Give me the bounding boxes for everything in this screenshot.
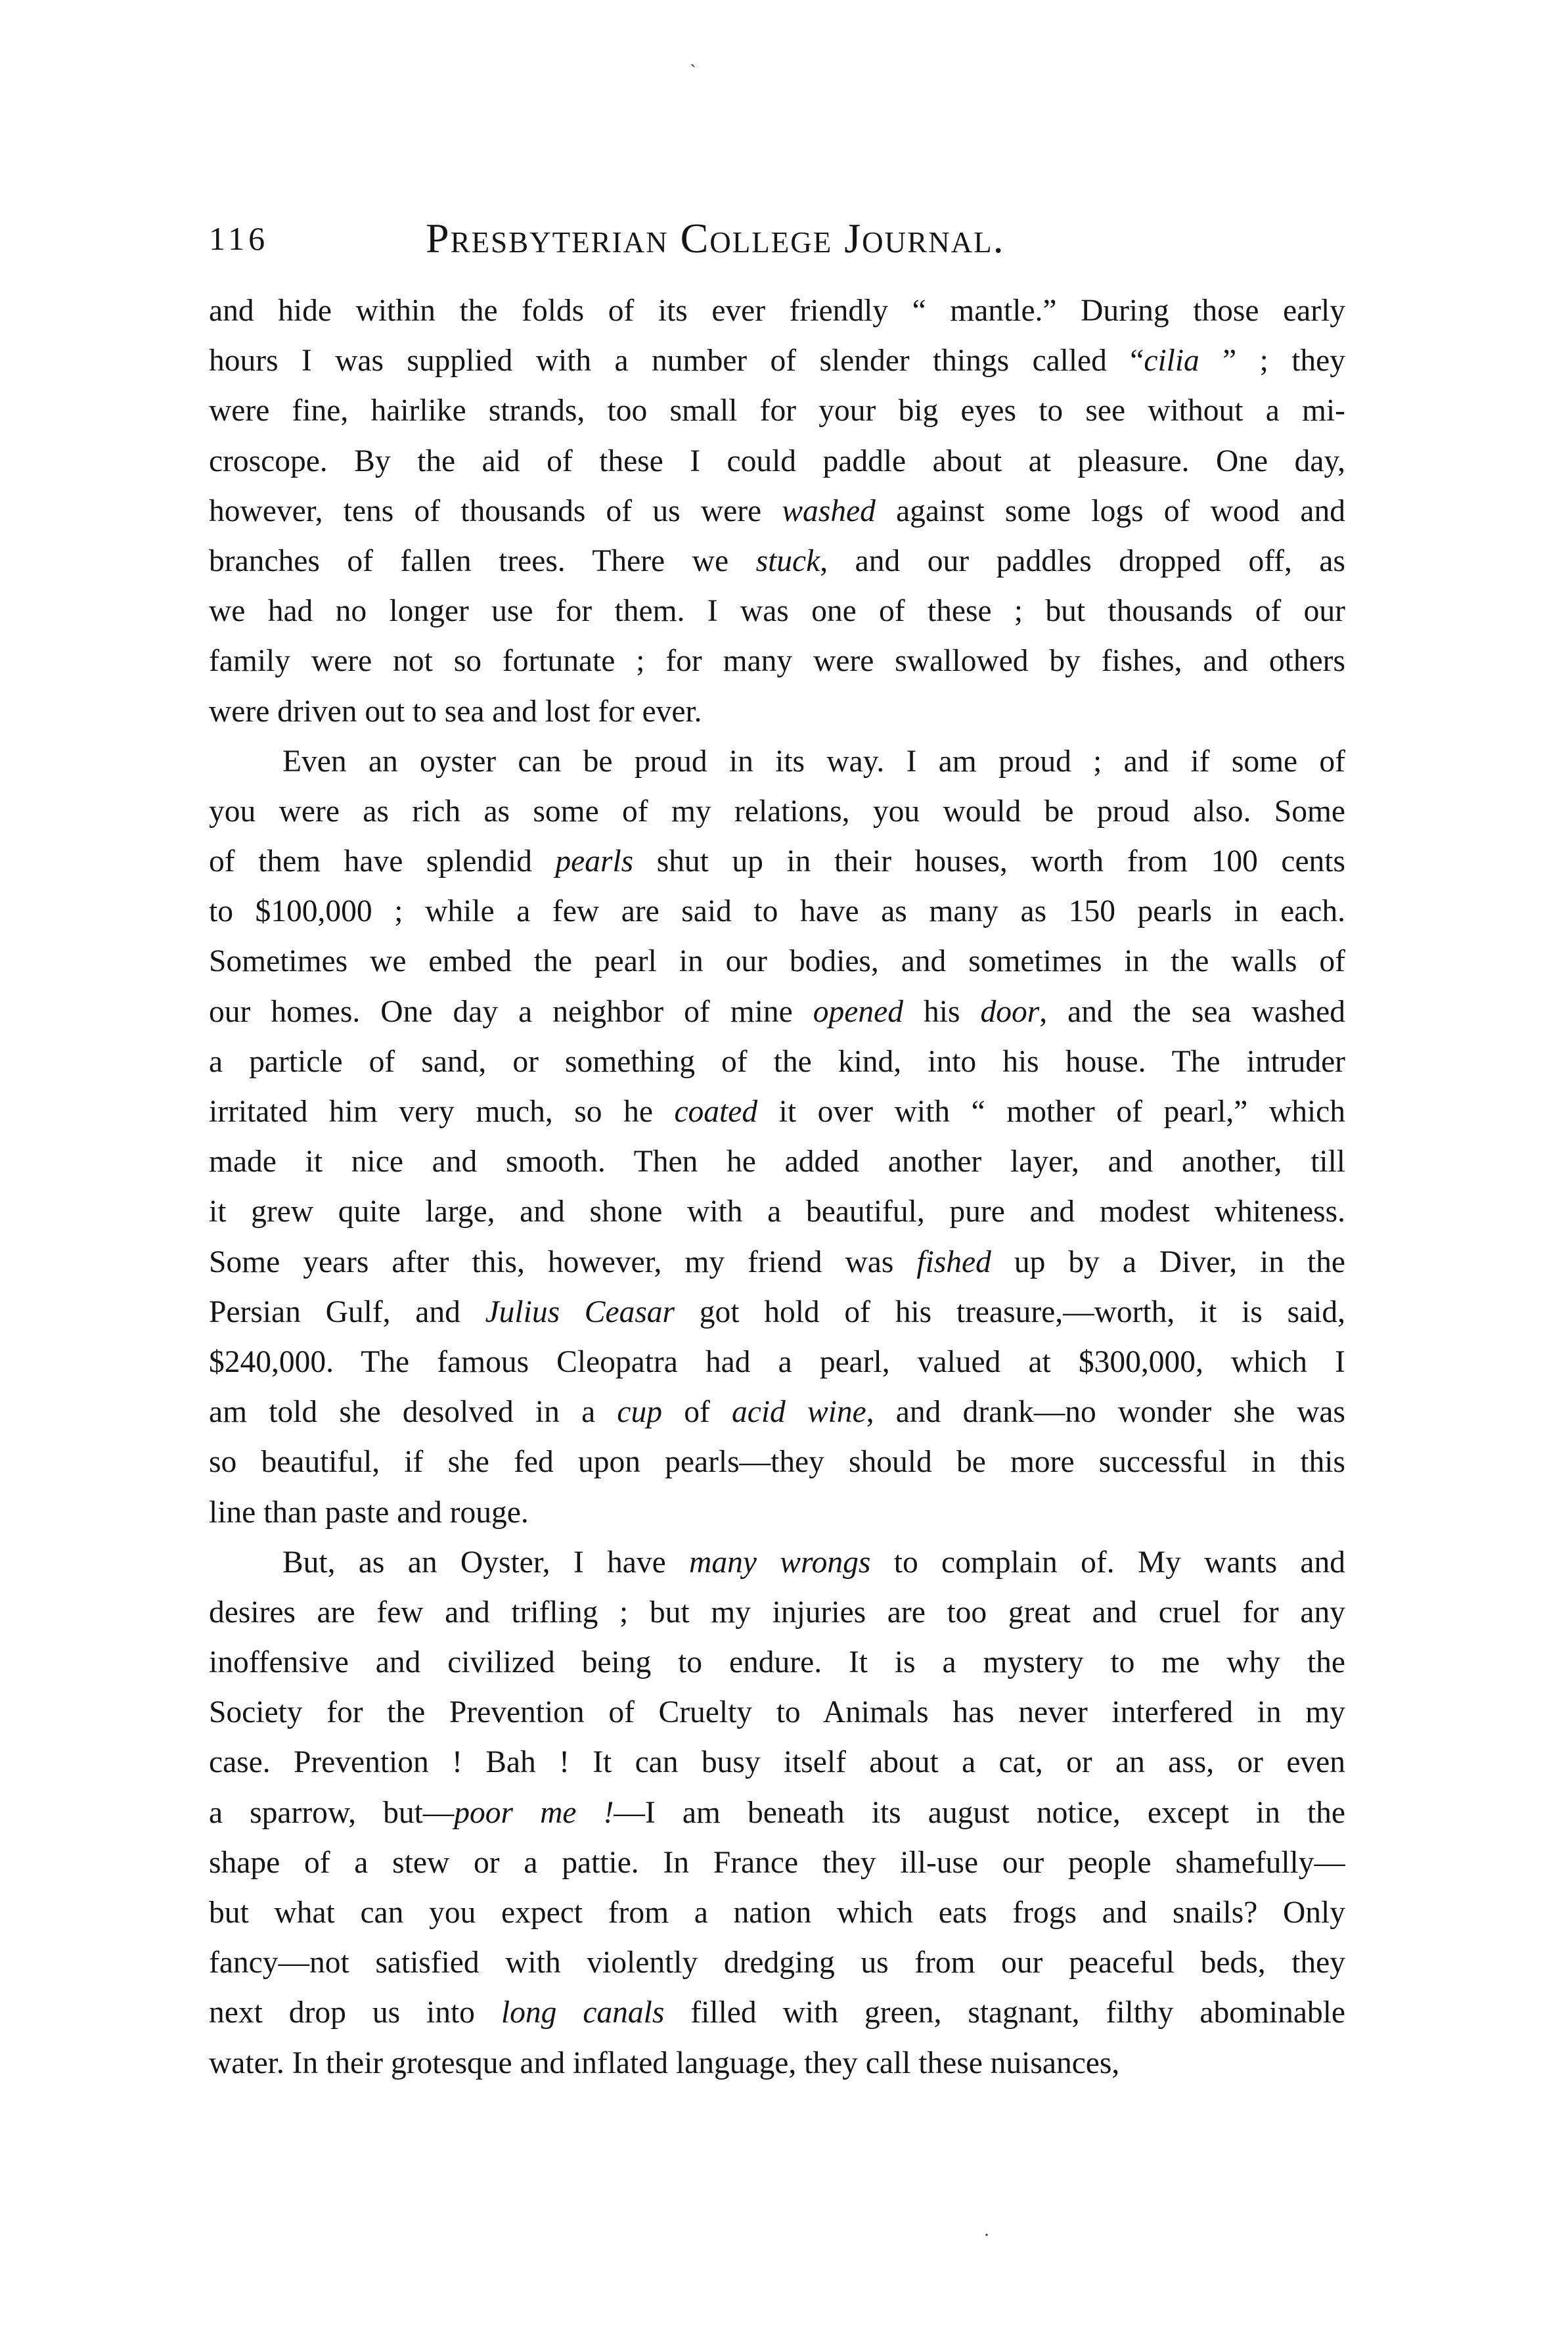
text-line — [209, 1788, 1345, 1838]
text-line — [209, 687, 1345, 737]
italic-segment: long canals — [501, 1996, 665, 2030]
text-line — [209, 486, 1345, 536]
text-segment: $240,000. The famous Cleopatra had a pearl, valued at $300,000, which I — [209, 1344, 1345, 1379]
print-speck: · — [983, 2224, 990, 2246]
text-segment: his — [903, 994, 981, 1029]
text-line — [209, 636, 1345, 686]
italic-segment: opened — [813, 994, 903, 1029]
text-segment: of — [661, 1395, 732, 1430]
italic-segment: stuck — [755, 543, 820, 578]
text-line — [209, 536, 1345, 586]
text-segment: branches of fallen trees. There we — [209, 543, 756, 578]
text-segment: it over with “ mother of pearl,” which — [757, 1095, 1345, 1129]
text-line — [209, 886, 1345, 936]
text-segment: but what can you expect from a nation which eats frogs and snails? Only — [209, 1896, 1345, 1930]
text-segment: were driven out to sea and lost for ever. — [209, 694, 702, 729]
text-segment: and hide within the folds of its ever friendly “ mantle.” During those early — [209, 294, 1345, 328]
text-segment: of them have splendid — [209, 844, 556, 879]
text-segment: up by a Diver, in the — [991, 1244, 1345, 1279]
text-line — [209, 1137, 1345, 1187]
text-line — [209, 586, 1345, 636]
text-segment: a particle of sand, or something of the kind, into his house. The intruder — [209, 1044, 1345, 1079]
text-line — [209, 1187, 1345, 1237]
italic-segment: cilia — [1144, 344, 1199, 378]
text-segment: , and our paddles dropped off, as — [820, 543, 1345, 578]
italic-segment: fished — [916, 1244, 991, 1279]
text-line — [209, 737, 1345, 787]
text-segment: inoffensive and civilized being to endure. It is a mystery to me why the — [209, 1645, 1345, 1680]
text-segment: made it nice and smooth. Then he added another layer, and another, till — [209, 1145, 1345, 1179]
italic-segment: washed — [782, 493, 876, 528]
text-line — [209, 1687, 1345, 1737]
text-line — [209, 2038, 1345, 2088]
text-segment: irritated him very much, so he — [209, 1095, 675, 1129]
text-line — [209, 787, 1345, 836]
text-line — [209, 1037, 1345, 1087]
text-line — [209, 386, 1345, 436]
text-segment: , and the sea washed — [1039, 994, 1345, 1029]
italic-segment: acid wine — [731, 1395, 866, 1430]
text-segment: shape of a stew or a pattie. In France they ill-use our people shamefully— — [209, 1845, 1345, 1880]
italic-segment: poor me ! — [454, 1795, 614, 1830]
text-segment: case. Prevention ! Bah ! It can busy itself about a cat, or an ass, or even — [209, 1745, 1345, 1780]
italic-segment: pearls — [555, 844, 634, 879]
text-line — [209, 1387, 1345, 1437]
text-line — [209, 1287, 1345, 1337]
text-line — [209, 1587, 1345, 1637]
italic-segment: Julius Ceasar — [485, 1294, 675, 1329]
italic-segment: door — [980, 994, 1040, 1029]
text-line — [209, 1637, 1345, 1687]
text-line — [209, 1737, 1345, 1787]
page-number: 116 — [209, 220, 269, 257]
paragraph — [209, 737, 1345, 1538]
text-segment: , and drank—no wonder she was — [866, 1395, 1345, 1430]
italic-segment: coated — [674, 1095, 758, 1129]
text-segment: shut up in their houses, worth from 100 cents — [633, 844, 1345, 879]
text-segment: filled with green, stagnant, filthy abominable — [664, 1996, 1345, 2030]
text-segment: hours I was supplied with a number of slender things called “ — [209, 344, 1144, 378]
text-line — [209, 936, 1345, 986]
text-line — [209, 1888, 1345, 1938]
text-segment: —I am beneath its august notice, except in the — [614, 1795, 1345, 1830]
running-title: Presbyterian College Journal. — [426, 215, 1005, 262]
text-line — [209, 1337, 1345, 1387]
text-line — [209, 1237, 1345, 1287]
text-segment: got hold of his treasure,—worth, it is said, — [675, 1294, 1345, 1329]
text-line — [209, 336, 1345, 386]
text-segment: against some logs of wood and — [875, 493, 1345, 528]
paragraph — [209, 286, 1345, 737]
text-segment: Even an oyster can be proud in its way. I am proud ; and if some of — [282, 744, 1345, 779]
text-segment: to complain of. My wants and — [870, 1545, 1345, 1580]
text-segment: so beautiful, if she fed upon pearls—they should be more successful in this — [209, 1445, 1345, 1480]
text-segment: you were as rich as some of my relations, you would be proud also. Some — [209, 794, 1345, 829]
text-segment: croscope. By the aid of these I could paddle about at pleasure. One day, — [209, 444, 1345, 478]
text-line — [209, 836, 1345, 886]
text-line — [209, 1538, 1345, 1587]
text-line — [209, 1988, 1345, 2038]
paragraph — [209, 1538, 1345, 2088]
text-line — [209, 286, 1345, 336]
italic-segment: many wrongs — [689, 1545, 871, 1580]
text-segment: Sometimes we embed the pearl in our bodies, and sometimes in the walls of — [209, 944, 1345, 979]
text-segment: desires are few and trifling ; but my injuries are too great and cruel for any — [209, 1595, 1345, 1630]
text-line — [209, 987, 1345, 1037]
body-text — [209, 286, 1345, 2088]
text-segment: family were not so fortunate ; for many were swallowed by fishes, and others — [209, 644, 1345, 679]
text-segment: we had no longer use for them. I was one of these ; but thousands of our — [209, 594, 1345, 629]
text-line — [209, 436, 1345, 486]
text-segment: next drop us into — [209, 1996, 501, 2030]
text-line — [209, 1838, 1345, 1888]
text-segment: But, as an Oyster, I have — [282, 1545, 690, 1580]
text-segment: it grew quite large, and shone with a beautiful, pure and modest whiteness. — [209, 1195, 1345, 1229]
text-segment: fancy—not satisfied with violently dredging us from our peaceful beds, they — [209, 1946, 1345, 1980]
text-segment: water. In their grotesque and inflated language, they call these nuisances, — [209, 2045, 1120, 2080]
page-header — [209, 209, 1345, 268]
text-segment: our homes. One day a neighbor of mine — [209, 994, 813, 1029]
text-segment: were fine, hairlike strands, too small for your big eyes to see without a mi- — [209, 394, 1345, 428]
text-segment: am told she desolved in a — [209, 1395, 617, 1430]
text-segment: a sparrow, but— — [209, 1795, 455, 1830]
text-line — [209, 1087, 1345, 1137]
text-segment: Persian Gulf, and — [209, 1294, 485, 1329]
text-segment: ” ; they — [1199, 344, 1345, 378]
text-line — [209, 1938, 1345, 1988]
text-segment: however, tens of thousands of us were — [209, 493, 782, 528]
text-segment: Some years after this, however, my friend was — [209, 1244, 917, 1279]
text-segment: Society for the Prevention of Cruelty to Animals has never interfered in my — [209, 1695, 1345, 1730]
text-line — [209, 1437, 1345, 1487]
text-segment: line than paste and rouge. — [209, 1495, 529, 1530]
italic-segment: cup — [617, 1395, 662, 1430]
text-segment: to $100,000 ; while a few are said to have as many as 150 pearls in each. — [209, 894, 1345, 929]
text-line — [209, 1488, 1345, 1538]
print-speck: ˎ — [690, 46, 696, 68]
